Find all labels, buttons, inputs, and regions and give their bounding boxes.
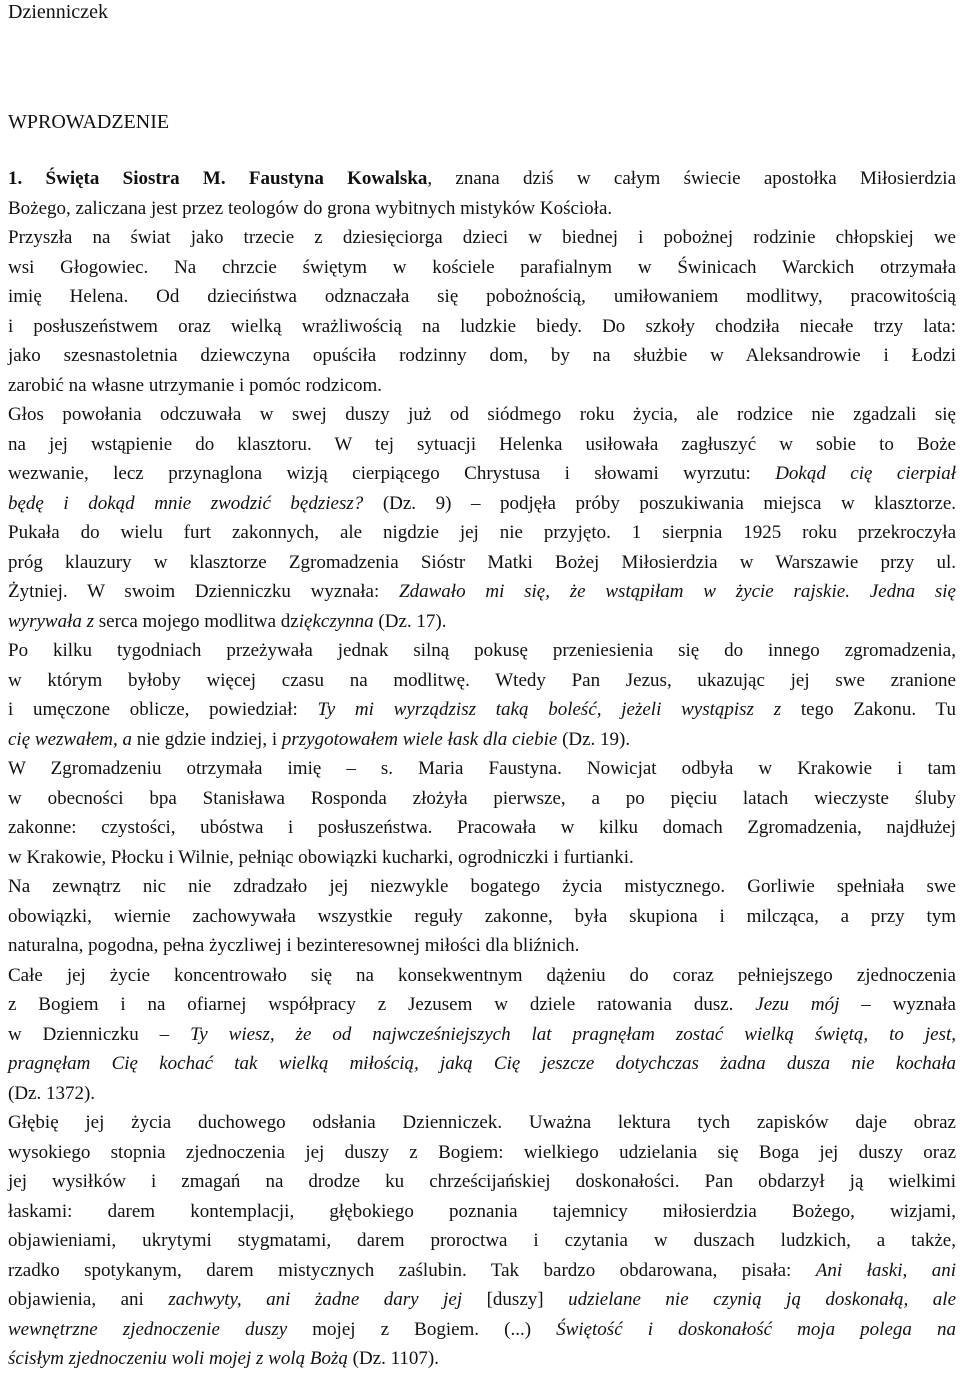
text-run: Głębię jej życia duchowego odsłania Dzienniczek. Uważna lektura tych zapisków daje obraz <box>8 1112 956 1133</box>
text-run: (Dz. 1107). <box>347 1348 439 1369</box>
text-line <box>8 1167 956 1197</box>
text-run: nie gdzie indziej, i <box>132 728 282 750</box>
text-line <box>8 813 956 843</box>
text-line <box>8 223 956 253</box>
paragraph <box>8 872 956 961</box>
text-line <box>8 312 956 342</box>
italic-text: pragnęłam Cię kochać tak wielką miłością, jaką Cię jeszcze dotychczas żadna dusza nie kochała <box>8 1053 956 1074</box>
text-run: Po kilku tygodniach przeżywała jednak silną pokusę przeniesienia się do innego zgromadzenia, <box>8 640 956 661</box>
paragraph <box>8 400 956 636</box>
text-line <box>8 1256 956 1286</box>
text-line <box>8 430 956 460</box>
text-line <box>8 607 956 637</box>
text-line <box>8 754 956 784</box>
text-run: mojej z Bogiem. (...) <box>287 1318 557 1340</box>
text-run: Bożego, zaliczana jest przez teologów do grona wybitnych mistyków Kościoła. <box>8 197 613 219</box>
text-run: (Dz. 9) – podjęła próby poszukiwania miejsca w klasztorze. <box>363 492 957 514</box>
text-line <box>8 666 956 696</box>
text-run: serca mojego modlitwa dz <box>94 610 299 632</box>
paragraph <box>8 636 956 754</box>
italic-text: Ty mi wyrządzisz taką boleść, jeżeli wystąpisz z <box>317 699 782 720</box>
text-line <box>8 1138 956 1168</box>
text-run: W Zgromadzeniu otrzymała imię – s. Maria Faustyna. Nowicjat odbyła w Krakowie i tam <box>8 758 956 779</box>
text-line <box>8 1108 956 1138</box>
text-run: obowiązki, wiernie zachowywała wszystkie reguły zakonne, była skupiona i milcząca, a przy tym <box>8 905 956 927</box>
text-line <box>8 577 956 607</box>
paragraph <box>8 961 956 1109</box>
text-line <box>8 371 956 401</box>
text-line <box>8 1049 956 1079</box>
italic-text: Świętość i doskonałość moja polega na <box>556 1318 956 1340</box>
text-line <box>8 282 956 312</box>
text-run: na jej wstąpienie do klasztoru. W tej sytuacji Helenka usiłowała zagłuszyć w sobie to Boże <box>8 433 956 455</box>
text-run: [duszy] <box>462 1289 569 1310</box>
text-run: naturalna, pogodna, pełna życzliwej i bezinteresownej miłości dla bliźnich. <box>8 935 580 956</box>
text-line <box>8 459 956 489</box>
bold-text: 1. Święta Siostra M. Faustyna Kowalska <box>8 168 428 189</box>
text-run: z Bogiem i na ofiarnej współpracy z Jezusem w dziele ratowania dusz. <box>8 994 756 1015</box>
text-line <box>8 902 956 932</box>
text-line <box>8 1079 956 1109</box>
text-run: (Dz. 1372). <box>8 1082 96 1104</box>
text-line <box>8 341 956 371</box>
text-run: wezwanie, lecz przynaglona wizją cierpiącego Chrystusa i słowami wyrzutu: <box>8 463 776 484</box>
text-run: Całe jej życie koncentrowało się na konsekwentnym dążeniu do coraz pełniejszego zjednoczenia <box>8 964 956 986</box>
text-run: i umęczone oblicze, powiedział: <box>8 699 318 720</box>
text-line <box>8 1020 956 1050</box>
text-run: Żytniej. W swoim Dzienniczku wyznała: <box>8 581 400 602</box>
text-run: , znana dziś w całym świecie apostołka Miłosierdzia <box>427 168 956 189</box>
italic-text: Ty wiesz, że od najwcześniejszych lat pragnęłam zostać wielką świętą, to jest, <box>190 1023 957 1045</box>
text-run: zakonne: czystości, ubóstwa i posłuszeństwa. Pracowała w kilku domach Zgromadzenia, najdłużej <box>8 817 956 838</box>
text-line <box>8 636 956 666</box>
italic-text: udzielane nie czynią ją doskonałą, ale <box>568 1289 957 1310</box>
italic-text: Jezu mój <box>755 994 840 1015</box>
text-run: w obecności bpa Stanisława Rospondа złożyła pierwsze, a po pięciu latach wieczyste śluby <box>8 787 956 809</box>
text-run: wysokiego stopnia zjednoczenia jej duszy z Bogiem: wielkiego udzielania się Boga jej duszy oraz <box>8 1141 956 1163</box>
text-run: objawienia, ani <box>8 1289 169 1310</box>
text-run: i posłuszeństwem oraz wielką wrażliwością na ludzkie biedy. Do szkoły chodziła niecałe trzy lata: <box>8 315 956 337</box>
text-run: jej wysiłków i zmagań na drodze ku chrześcijańskiej doskonałości. Pan obdarzył ją wielkimi <box>8 1171 956 1192</box>
text-run: próg klauzury w klasztorze Zgromadzenia Sióstr Matki Bożej Miłosierdzia w Warszawie przy ul. <box>8 551 956 573</box>
document-title: Dzienniczek <box>8 1 108 23</box>
text-line <box>8 1285 956 1315</box>
text-line <box>8 164 956 194</box>
text-line <box>8 253 956 283</box>
italic-text: ścisłym zjednoczeniu woli mojej z wolą Bożą <box>8 1348 348 1369</box>
text-run: – wyznała <box>839 994 956 1015</box>
text-line <box>8 990 956 1020</box>
text-run: (Dz. 19). <box>557 728 631 750</box>
text-line <box>8 1315 956 1345</box>
text-run: Przyszła na świat jako trzecie z dziesięciorga dzieci w biednej i pobożnej rodzinie chłopskiej we <box>8 227 956 248</box>
text-run: jako szesnastoletnia dziewczyna opuściła rodzinny dom, by na służbie w Aleksandrowie i Łodzi <box>8 345 956 366</box>
italic-text: wyrywała z <box>8 610 95 632</box>
italic-text: zachwyty, ani żadne dary jej <box>168 1289 463 1310</box>
text-line <box>8 784 956 814</box>
italic-text: wewnętrzne zjednoczenie duszy <box>8 1318 288 1340</box>
text-run: tego Zakonu. Tu <box>781 699 956 720</box>
text-run: łaskami: darem kontemplacji, głębokiego poznania tajemnicy miłosierdzia Bożego, wizjami, <box>8 1200 956 1222</box>
paragraph <box>8 223 956 400</box>
text-line <box>8 548 956 578</box>
document-body <box>8 164 956 1374</box>
text-line <box>8 961 956 991</box>
italic-text: iękczynna <box>298 610 374 632</box>
text-line <box>8 518 956 548</box>
section-heading: WPROWADZENIE <box>8 111 170 133</box>
italic-text: cię wezwałem, a <box>8 728 133 750</box>
text-line <box>8 1226 956 1256</box>
text-line <box>8 400 956 430</box>
italic-text: Dokąd cię cierpiał <box>775 463 956 484</box>
text-run: rzadko spotykanym, darem mistycznych zaślubin. Tak bardzo obdarowana, pisała: <box>8 1259 816 1281</box>
text-run: (Dz. 17). <box>373 610 447 632</box>
text-run: Pukała do wielu furt zakonnych, ale nigdzie jej nie przyjęto. 1 sierpnia 1925 roku przekroczyła <box>8 522 956 543</box>
italic-text: będę i dokąd mnie zwodzić będziesz? <box>8 492 364 514</box>
italic-text: przygotowałem wiele łask dla ciebie <box>281 728 558 750</box>
italic-text: Ani łaski, ani <box>815 1259 956 1281</box>
text-line <box>8 1344 956 1374</box>
italic-text: Zdawało mi się, że wstąpiłam w życie rajskie. Jedna się <box>399 581 956 602</box>
text-line <box>8 194 956 224</box>
text-line <box>8 725 956 755</box>
paragraph <box>8 164 956 223</box>
text-line <box>8 695 956 725</box>
text-run: w Dzienniczku – <box>8 1023 191 1045</box>
text-line <box>8 489 956 519</box>
text-line <box>8 931 956 961</box>
text-run: objawieniami, ukrytymi stygmatami, darem proroctwa i czytania w duszach ludzkich, a także, <box>8 1230 956 1251</box>
paragraph <box>8 1108 956 1374</box>
text-run: w którym byłoby więcej czasu na modlitwę. Wtedy Pan Jezus, ukazując jej swe zranione <box>8 669 956 691</box>
text-run: Na zewnątrz nic nie zdradzało jej niezwykle bogatego życia mistycznego. Gorliwie spełniała swe <box>8 876 956 897</box>
text-line <box>8 1197 956 1227</box>
text-line <box>8 843 956 873</box>
text-line <box>8 872 956 902</box>
text-run: wsi Głogowiec. Na chrzcie świętym w kościele parafialnym w Świnicach Warckich otrzymała <box>8 256 956 278</box>
text-run: imię Helena. Od dzieciństwa odznaczała się pobożnością, umiłowaniem modlitwy, pracowitością <box>8 286 956 307</box>
text-run: zarobić na własne utrzymanie i pomóc rodzicom. <box>8 374 383 396</box>
paragraph <box>8 754 956 872</box>
text-run: w Krakowie, Płocku i Wilnie, pełniąc obowiązki kucharki, ogrodniczki i furtianki. <box>8 846 634 868</box>
text-run: Głos powołania odczuwała w swej duszy już od siódmego roku życia, ale rodzice nie zgadzali się <box>8 404 956 425</box>
